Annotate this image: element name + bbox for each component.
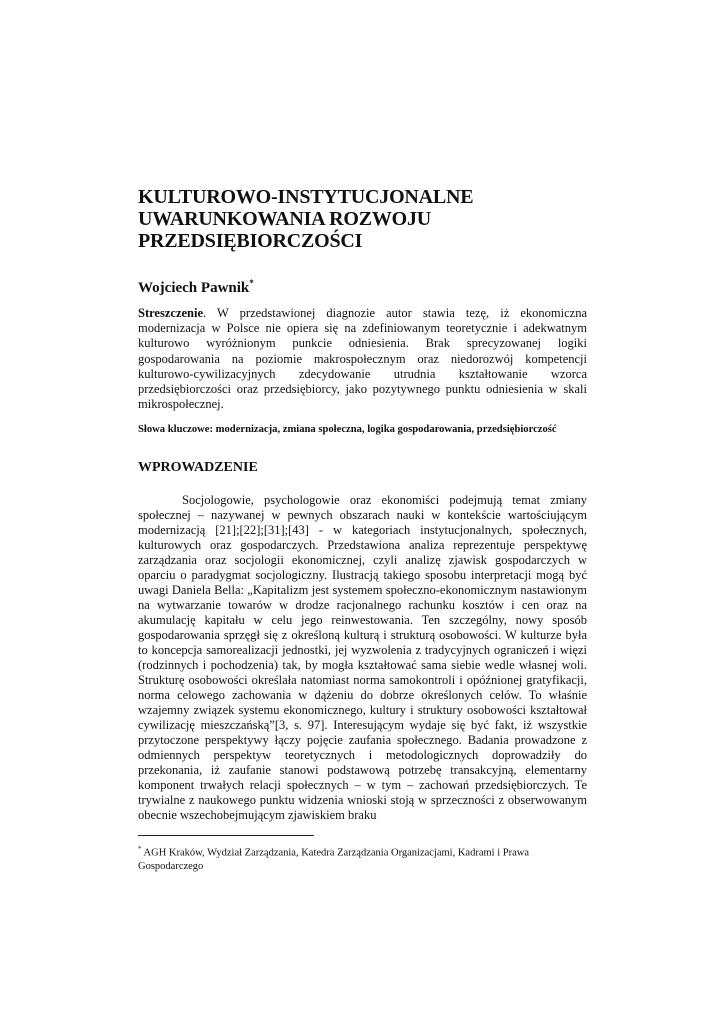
title-line-1: KULTUROWO-INSTYTUCJONALNE [138,186,474,208]
author-footnote-mark: * [249,278,254,288]
abstract-label: Streszczenie [138,306,204,320]
author-text: Wojciech Pawnik [138,280,250,296]
title-line-2: UWARUNKOWANIA ROZWOJU [138,208,432,230]
keywords: Słowa kluczowe: modernizacja, zmiana społeczna, logika gospodarowania, przedsiębiorczość [138,424,557,436]
footnote [138,843,587,873]
footnote-rule [138,835,314,836]
title-line-3: PRZEDSIĘBIORCZOŚCI [138,230,363,252]
section-heading: WPROWADZENIE [138,460,258,476]
paper-title [138,186,587,252]
footnote-mark: * [138,845,142,854]
abstract-text: . W przedstawionej diagnozie autor stawia tezę, iż ekonomiczna modernizacja w Polsce nie opiera się na zdefiniowanym teoretycznie i adekwatnym kulturowo wyróżnionym punkcie odniesienia. Brak sprecyzowanej logiki gospodarowania na poziomie makrospołecznym oraz niedorozwój kompetencji kulturowo-cywilizacyjnych zdecydowanie utrudnia kształtowanie wzorca przedsiębiorczości oraz przedsiębiorcy, jako pozytywnego punktu odniesienia w skali mikrospołecznej. [138,306,587,412]
body-paragraph: Socjologowie, psychologowie oraz ekonomiści podejmują temat zmiany społecznej – nazywanej w pewnych obszarach nauki w kontekście wartościującym modernizacją [21];[22];[31];[43] - w kategoriach instytucjonalnych, społecznych, kulturowych oraz gospodarczych. Przedstawiona analiza reprezentuje perspektywę zarządzania oraz socjologii ekonomicznej, czyli analizę zjawisk gospodarczych w oparciu o paradygmat socjologiczny. Ilustracją takiego sposobu interpretacji mogą być uwagi Daniela Bella: „Kapitalizm jest systemem społeczno-ekonomicznym nastawionym na wytwarzanie towarów w drodze racjonalnego rachunku kosztów i cen oraz na akumulację kapitału w celu jego reinwestowania. Ten szczególny, nowy sposób gospodarowania sprzęgł się z określoną kulturą i strukturą osobowości. W kulturze była to koncepcja samorealizacji jednostki, jej wyzwolenia z tradycyjnych ograniczeń i więzi (rodzinnych i pochodzenia) tak, by mogła kształtować sama siebie wedle własnej woli. Strukturę osobowości określała natomiast norma samokontroli i opóźnionej gratyfikacji, norma celowego zachowania w dążeniu do dobrze określonych celów. To właśnie wzajemny związek systemu ekonomicznego, kultury i struktury osobowości kształtował cywilizację mieszczańską”[3, s. 97]. Interesującym wydaje się być fakt, iż wszystkie przytoczone perspektywy łączy pojęcie zaufania społecznego. Badania prowadzone z odmiennych perspektyw teoretycznych i metodologicznych doprowadziły do przekonania, iż zaufanie stanowi podstawową potrzebę transakcyjną, elementarny komponent trwałych relacji społecznych – w tym – zachowań przedsiębiorczych. Te trywialne z naukowego punktu widzenia wnioski stoją w sprzeczności z obserwowanym obecnie wszechobejmującym zjawiskiem braku [138,493,587,823]
paper-page [138,186,587,873]
footnote-text: AGH Kraków, Wydział Zarządzania, Katedra Zarządzania Organizacjami, Kadrami i Prawa Gospodarczego [138,847,529,872]
author-name [138,274,587,297]
abstract [138,306,587,412]
